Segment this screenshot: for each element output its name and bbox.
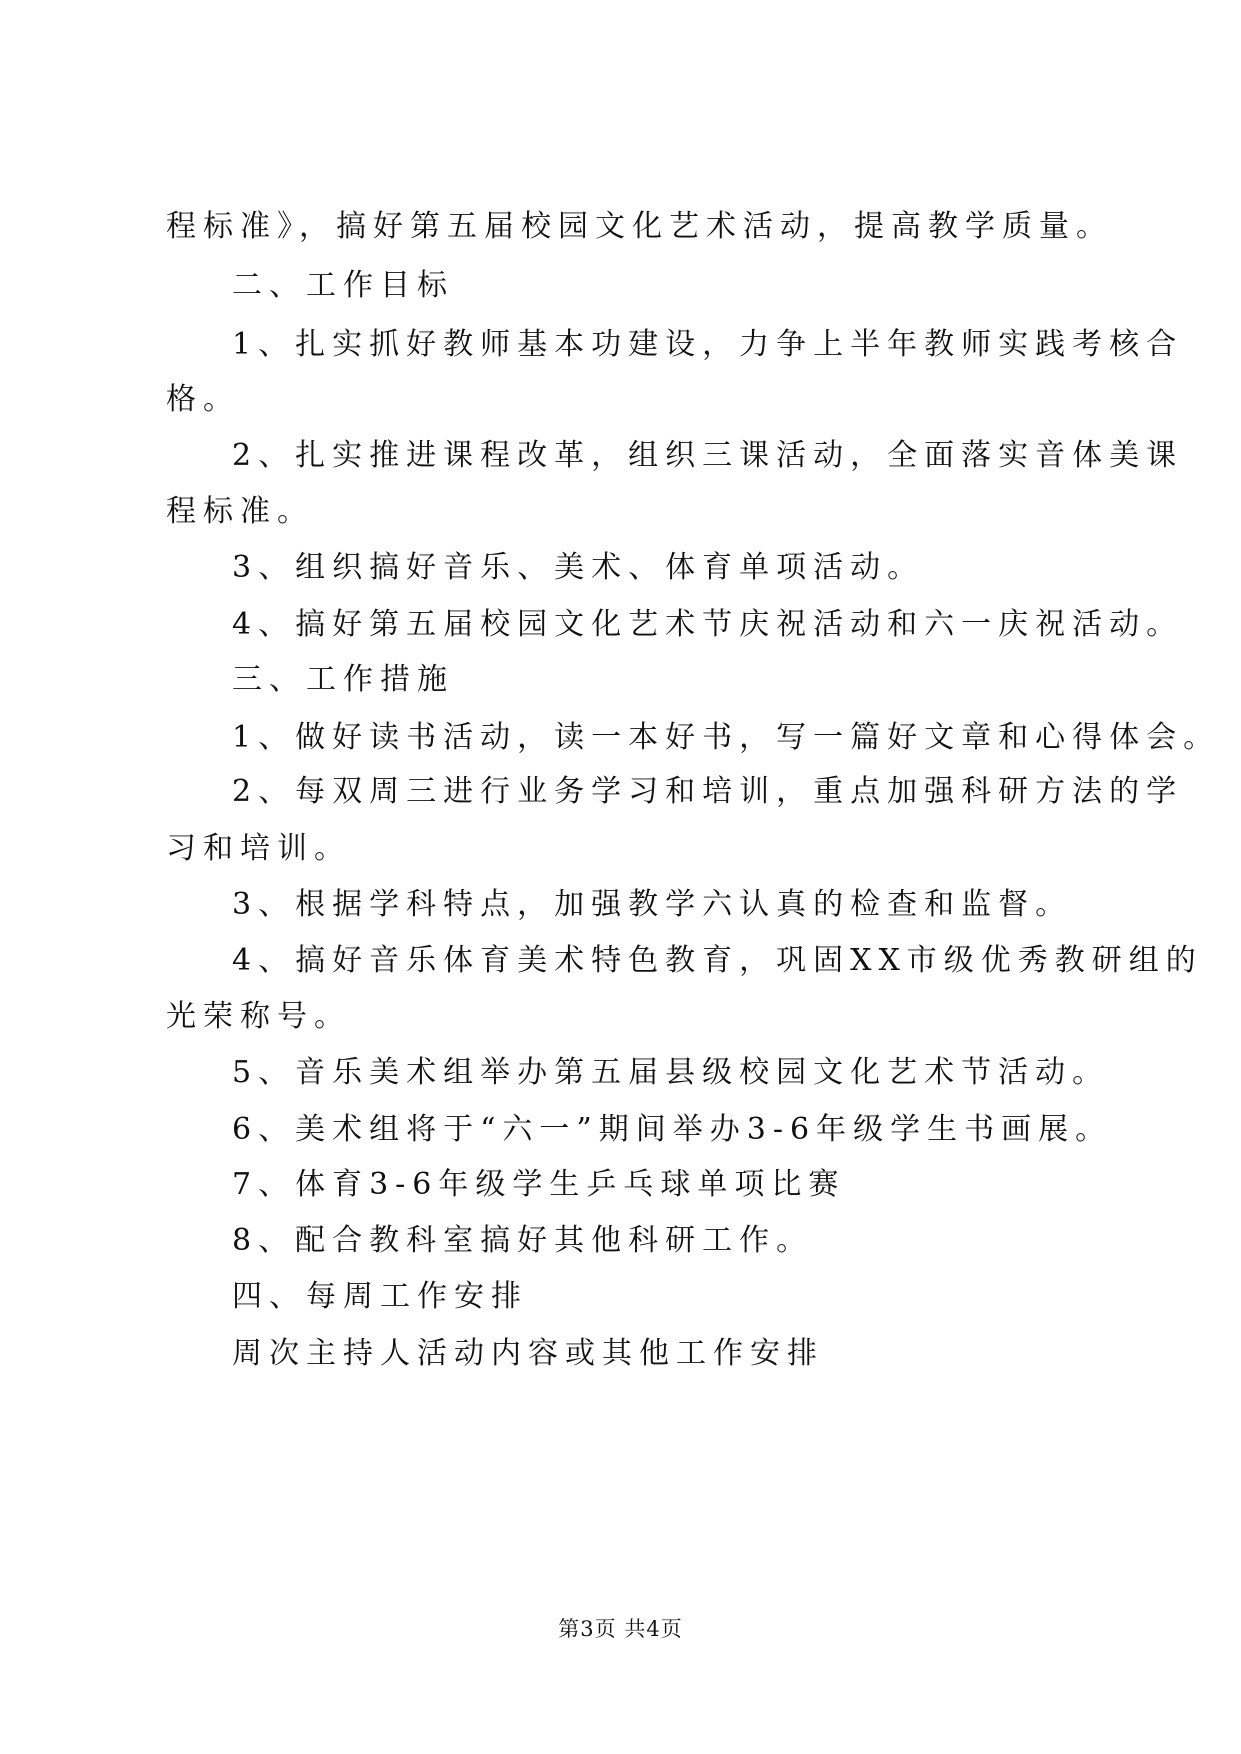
- text-line: 程标准。: [166, 494, 314, 529]
- text-line: 6、美术组将于“六一”期间举办3-6年级学生书画展。: [232, 1112, 1113, 1147]
- section-heading: 三、工作措施: [232, 662, 454, 697]
- text-line: 2、扎实推进课程改革，组织三课活动，全面落实音体美课: [232, 438, 1184, 473]
- section-heading: 四、每周工作安排: [232, 1279, 528, 1314]
- text-line: 7、体育3-6年级学生乒乓球单项比赛: [232, 1167, 846, 1202]
- text-line: 2、每双周三进行业务学习和培训，重点加强科研方法的学: [232, 774, 1184, 809]
- text-line: 格。: [166, 382, 240, 417]
- page-footer: 第3页 共4页: [558, 1617, 683, 1641]
- text-line: 程标准》，搞好第五届校园文化艺术活动，提高教学质量。: [166, 209, 1113, 244]
- text-line: 周次主持人活动内容或其他工作安排: [232, 1336, 824, 1371]
- text-line: 3、根据学科特点，加强教学六认真的检查和监督。: [232, 887, 1073, 922]
- text-line: 光荣称号。: [166, 999, 351, 1034]
- text-line: 4、搞好第五届校园文化艺术节庆祝活动和六一庆祝活动。: [232, 607, 1184, 642]
- text-line: 1、做好读书活动，读一本好书，写一篇好文章和心得体会。: [232, 720, 1221, 755]
- section-heading: 二、工作目标: [232, 268, 454, 303]
- text-line: 习和培训。: [166, 831, 351, 866]
- text-line: 1、扎实抓好教师基本功建设，力争上半年教师实践考核合: [232, 327, 1184, 362]
- text-line: 3、组织搞好音乐、美术、体育单项活动。: [232, 550, 925, 585]
- text-line: 5、音乐美术组举办第五届县级校园文化艺术节活动。: [232, 1055, 1110, 1090]
- text-line: 8、配合教科室搞好其他科研工作。: [232, 1223, 814, 1258]
- text-line: 4、搞好音乐体育美术特色教育，巩固XX市级优秀教研组的: [232, 943, 1203, 978]
